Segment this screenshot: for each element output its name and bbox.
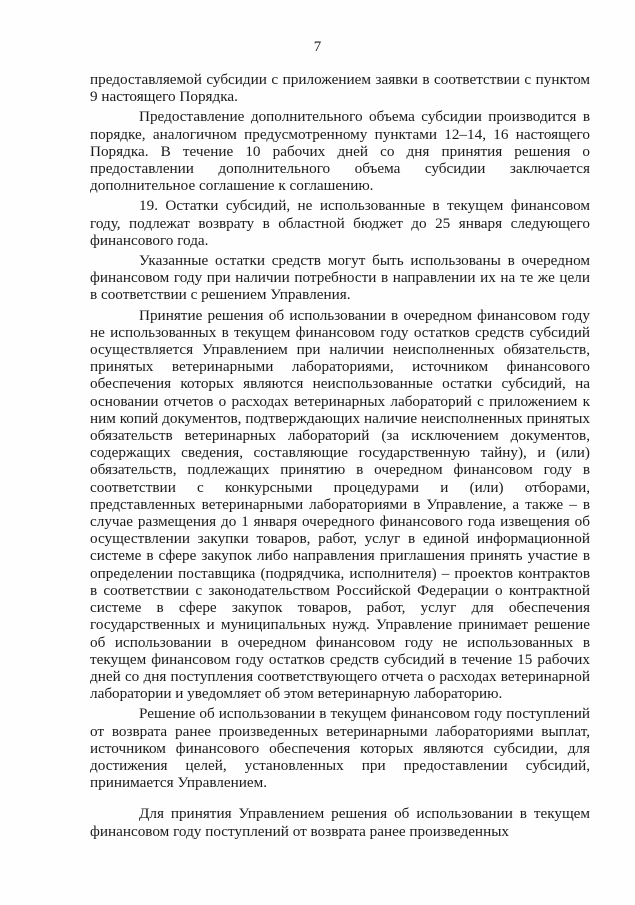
paragraph-additional-subsidy: Предоставление дополнительного объема субсидии производится в порядке, аналогичном предусмотренному пунктами 12–14, 16 настоящего Порядка. В течение 10 рабочих дней со дня принятия решения о предоставлении дополнительного объема субсидии заключается дополнительное соглашение к соглашению. [90,108,590,195]
paragraph-continuation: предоставляемой субсидии с приложением заявки в соответствии с пунктом 9 настоящего Порядка. [90,71,590,106]
page-number: 7 [313,39,322,55]
paragraph-decision-next-year: Принятие решения об использовании в очередном финансовом году не использованных в текущем финансовом году остатков средств субсидий осуществляется Управлением при наличии неисполненных обязательств, принятых ветеринарными лабораториями, источником финансового обеспечения которых являются неиспользованные остатки субсидий, на основании отчетов о расходах ветеринарных лабораторий с приложением к ним копий документов, подтверждающих наличие неисполненных принятых обязательств ветеринарных лабораторий (за исключением документов, содержащих сведения, составляющие государственную тайну), и (или) обязательств, подлежащих принятию в очередном финансовом году в соответствии с конкурсными процедурами и (или) отборами, представленных ветеринарными лабораториями в Управление, а также – в случае размещения до 1 января очередного финансового года извещения об осуществлении закупки товаров, работ, услуг в единой информационной системе в сфере закупок либо направления приглашения принять участие в определении поставщика (подрядчика, исполнителя) – проектов контрактов в соответствии с законодательством Российской Федерации о контрактной системе в сфере закупок товаров, работ, услуг для обеспечения государственных и муниципальных нужд. Управление принимает решение об использовании в очередном финансовом году не использованных в текущем финансовом году остатков средств субсидий в течение 15 рабочих дней со дня поступления соответствующего отчета о расходах ветеринарной лаборатории и уведомляет об этом ветеринарную лабораторию. [90,306,590,703]
body-text [90,71,590,840]
paragraph-refund-decision: Решение об использовании в текущем финансовом году поступлений от возврата ранее произведенных ветеринарными лабораториями выплат, источником финансового обеспечения которых являются субсидии, для достижения целей, установленных при предоставлении субсидий, принимается Управлением. [90,705,590,792]
paragraph-19-unused-balances: 19. Остатки субсидий, не использованные в текущем финансовом году, подлежат возврату в областной бюджет до 25 января следующего финансового года. [90,197,590,249]
paragraph-decision-procedure: Для принятия Управлением решения об использовании в текущем финансовом году поступлений от возврата ранее произведенных [90,805,590,840]
paragraph-balances-usage: Указанные остатки средств могут быть использованы в очередном финансовом году при наличии потребности в направлении их на те же цели в соответствии с решением Управления. [90,252,590,304]
